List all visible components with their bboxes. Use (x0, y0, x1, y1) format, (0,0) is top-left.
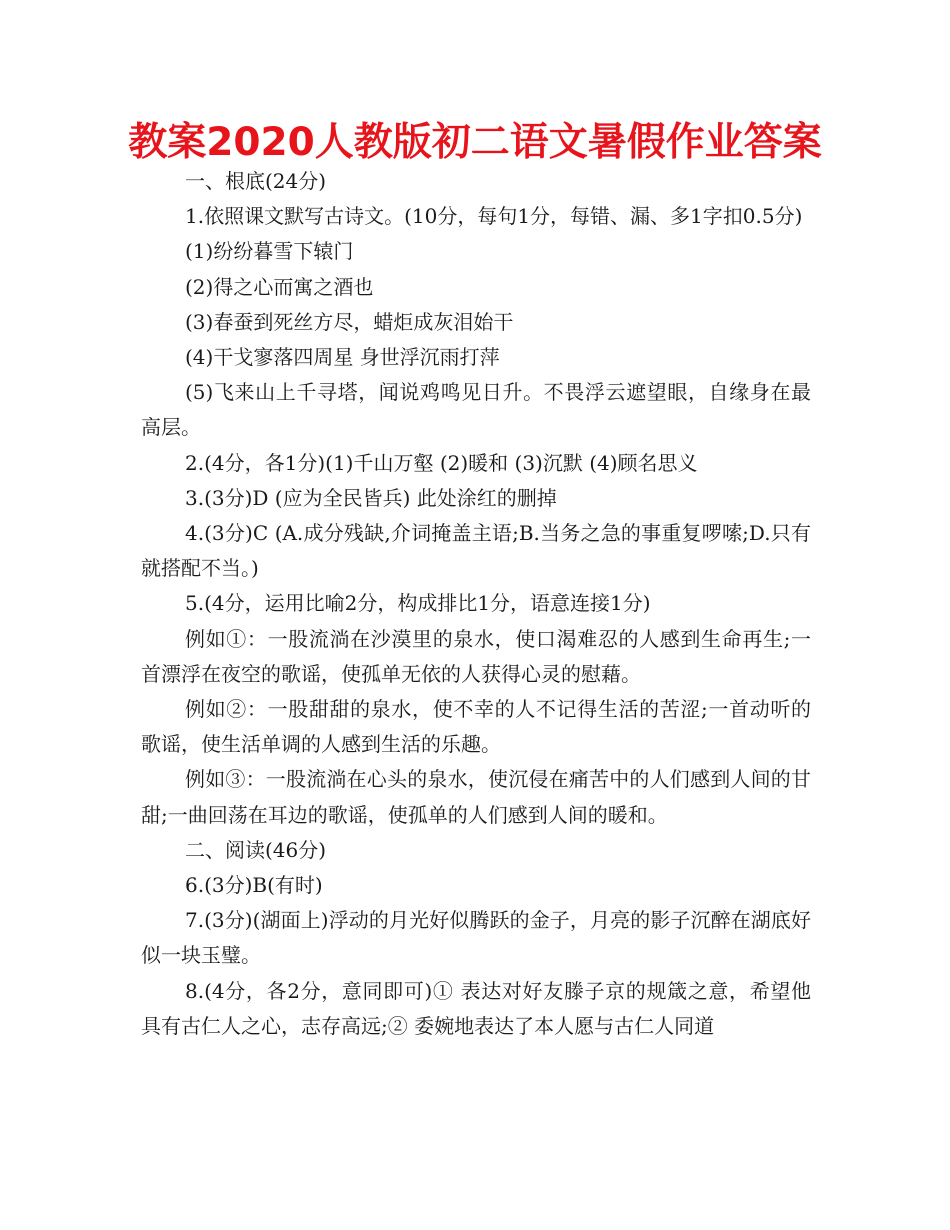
paragraph: (5)飞来山上千寻塔，闻说鸡鸣见日升。不畏浮云遮望眼，自缘身在最高层。 (141, 380, 811, 440)
paragraph: 例如③：一股流淌在心头的泉水，使沉侵在痛苦中的人们感到人间的甘甜;一曲回荡在耳边的歌谣，使孤单的人们感到人间的暖和。 (141, 767, 811, 827)
paragraph: 3.(3分)D (应为全民皆兵) 此处涂红的删掉 (185, 485, 557, 510)
paragraph: (3)春蚕到死丝方尽，蜡炬成灰泪始干 (185, 309, 514, 334)
paragraph: 例如②：一股甜甜的泉水，使不幸的人不记得生活的苦涩;一首动听的歌谣，使生活单调的人感到生活的乐趣。 (141, 697, 811, 757)
section-heading: 二、阅读(46分) (185, 837, 327, 862)
document-title: 教案2020人教版初二语文暑假作业答案 (128, 120, 822, 165)
document-body (141, 164, 811, 1044)
paragraph: (1)纷纷暮雪下辕门 (185, 239, 354, 264)
paragraph: 6.(3分)B(有时) (185, 873, 323, 898)
paragraph: 8.(4分，各2分，意同即可)① 表达对好友滕子京的规箴之意，希望他具有古仁人之心，志存高远;② 委婉地表达了本人愿与古仁人同道 (141, 978, 811, 1038)
paragraph: 1.依照课文默写古诗文。(10分，每句1分，每错、漏、多1字扣0.5分) (185, 204, 803, 229)
paragraph: 5.(4分，运用比喻2分，构成排比1分，语意连接1分) (185, 591, 651, 616)
section-heading: 一、根底(24分) (185, 169, 327, 193)
paragraph: 例如①：一股流淌在沙漠里的泉水，使口渴难忍的人感到生命再生;一首漂浮在夜空的歌谣，使孤单无依的人获得心灵的慰藉。 (141, 626, 811, 686)
paragraph: 4.(3分)C (A.成分残缺,介词掩盖主语;B.当务之急的事重复啰嗦;D.只有就搭配不当。) (141, 521, 811, 581)
paragraph: 7.(3分)(湖面上)浮动的月光好似腾跃的金子，月亮的影子沉醉在湖底好似一块玉璧。 (141, 908, 811, 968)
paragraph: 2.(4分，各1分)(1)千山万壑 (2)暖和 (3)沉默 (4)顾名思义 (185, 450, 698, 475)
paragraph: (4)干戈寥落四周星 身世浮沉雨打萍 (185, 345, 500, 370)
paragraph: (2)得之心而寓之酒也 (185, 274, 374, 299)
